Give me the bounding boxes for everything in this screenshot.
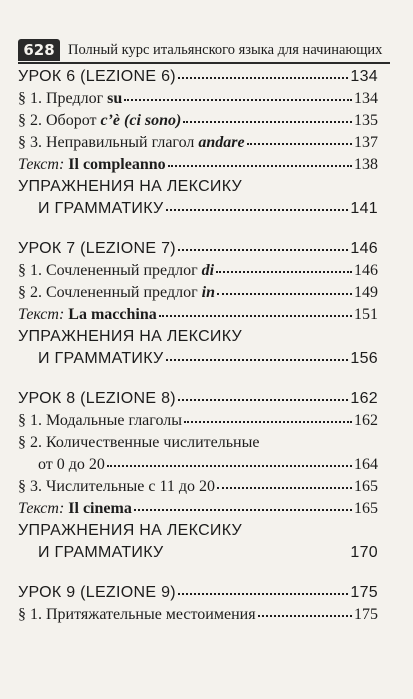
exercises-title-2: И ГРАММАТИКУ [38, 200, 164, 217]
leader-dots [183, 109, 352, 123]
entry-label: Текст: [18, 156, 69, 173]
toc-entry[interactable] [18, 88, 378, 110]
entry-label: Текст: [18, 306, 69, 323]
page-ref: 146 [350, 240, 378, 257]
entry-term: su [107, 90, 123, 107]
toc-exercises [18, 176, 378, 198]
exercises-title-1: УПРАЖНЕНИЯ НА ЛЕКСИКУ [18, 178, 242, 195]
entry-label: § 2. Количественные числительные [18, 434, 260, 451]
page-ref: 134 [354, 90, 378, 107]
leader-dots [168, 153, 352, 167]
page-ref: 175 [354, 606, 378, 623]
toc-entry[interactable] [18, 432, 378, 454]
table-of-contents [18, 66, 378, 626]
toc-lesson-6[interactable] [18, 66, 378, 88]
entry-label: § 1. Сочлененный предлог [18, 262, 202, 279]
exercises-title-2: И ГРАММАТИКУ [38, 544, 164, 561]
toc-exercises-line2[interactable] [18, 198, 378, 220]
page-ref: 164 [354, 456, 378, 473]
entry-label: § 1. Предлог [18, 90, 108, 107]
page-ref: 138 [354, 156, 378, 173]
entry-term: Il cinema [68, 500, 132, 517]
leader-dots [178, 581, 348, 595]
toc-lesson-7[interactable] [18, 238, 378, 260]
leader-dots [184, 409, 352, 423]
toc-exercises [18, 520, 378, 542]
page-ref: 162 [350, 390, 378, 407]
toc-entry[interactable] [18, 282, 378, 304]
page-ref: 149 [354, 284, 378, 301]
lesson-title: УРОК 7 (LEZIONE 7) [18, 240, 176, 257]
toc-exercises [18, 326, 378, 348]
toc-exercises-line2[interactable] [18, 542, 378, 564]
toc-lesson-9[interactable] [18, 582, 378, 604]
toc-lesson-8[interactable] [18, 388, 378, 410]
entry-label: § 2. Оборот [18, 112, 101, 129]
lesson-title: УРОК 9 (LEZIONE 9) [18, 584, 176, 601]
page-ref: 175 [350, 584, 378, 601]
entry-label: § 3. Числительные с 11 до 20 [18, 478, 216, 495]
leader-dots [166, 347, 349, 361]
entry-label: § 2. Сочлененный предлог [18, 284, 202, 301]
exercises-title-1: УПРАЖНЕНИЯ НА ЛЕКСИКУ [18, 522, 242, 539]
entry-term: c’è (ci sono) [100, 112, 182, 129]
page-ref: 151 [354, 306, 378, 323]
entry-term: Il compleanno [68, 156, 166, 173]
leader-dots [178, 387, 348, 401]
exercises-title-2: И ГРАММАТИКУ [38, 350, 164, 367]
page-ref: 165 [354, 478, 378, 495]
entry-term: andare [198, 134, 245, 151]
leader-dots [124, 87, 352, 101]
leader-dots [178, 65, 348, 79]
page-ref: 141 [350, 200, 378, 217]
toc-entry[interactable] [18, 260, 378, 282]
entry-term: La macchina [68, 306, 157, 323]
leader-dots [159, 303, 352, 317]
toc-exercises-line2[interactable] [18, 348, 378, 370]
lesson-title: УРОК 6 (LEZIONE 6) [18, 68, 176, 85]
entry-label: § 1. Притяжательные местоимения [18, 606, 256, 623]
leader-dots [217, 475, 352, 489]
leader-dots [134, 497, 352, 511]
leader-dots [107, 453, 352, 467]
toc-entry[interactable] [18, 476, 378, 498]
leader-dots [166, 197, 349, 211]
entry-label: § 1. Модальные глаголы [18, 412, 182, 429]
toc-entry[interactable] [18, 154, 378, 176]
leader-dots [247, 131, 352, 145]
page-ref: 146 [354, 262, 378, 279]
lesson-title: УРОК 8 (LEZIONE 8) [18, 390, 176, 407]
leader-dots [178, 237, 348, 251]
page-ref: 137 [354, 134, 378, 151]
running-title: Полный курс итальянского языка для начинающих [68, 41, 383, 58]
page-ref: 165 [354, 500, 378, 517]
leader-dots [258, 603, 352, 617]
toc-entry[interactable] [18, 604, 378, 626]
leader-dots [216, 259, 352, 273]
page-ref: 156 [350, 350, 378, 367]
page-ref: 135 [354, 112, 378, 129]
toc-entry[interactable] [18, 304, 378, 326]
leader-dots [217, 281, 352, 295]
toc-entry[interactable] [18, 132, 378, 154]
page-ref: 134 [350, 68, 378, 85]
leader-space [166, 543, 349, 555]
entry-term: di [201, 262, 215, 279]
toc-entry-continued[interactable] [18, 454, 378, 476]
page-ref: 170 [350, 544, 378, 561]
entry-label: Текст: [18, 500, 69, 517]
entry-term: in [201, 284, 215, 301]
running-header [18, 38, 390, 64]
toc-entry[interactable] [18, 410, 378, 432]
entry-label: § 3. Неправильный глагол [18, 134, 199, 151]
page-number: 628 [18, 39, 60, 61]
exercises-title-1: УПРАЖНЕНИЯ НА ЛЕКСИКУ [18, 328, 242, 345]
toc-entry[interactable] [18, 110, 378, 132]
page-ref: 162 [354, 412, 378, 429]
toc-entry[interactable] [18, 498, 378, 520]
entry-label: от 0 до 20 [38, 456, 105, 473]
